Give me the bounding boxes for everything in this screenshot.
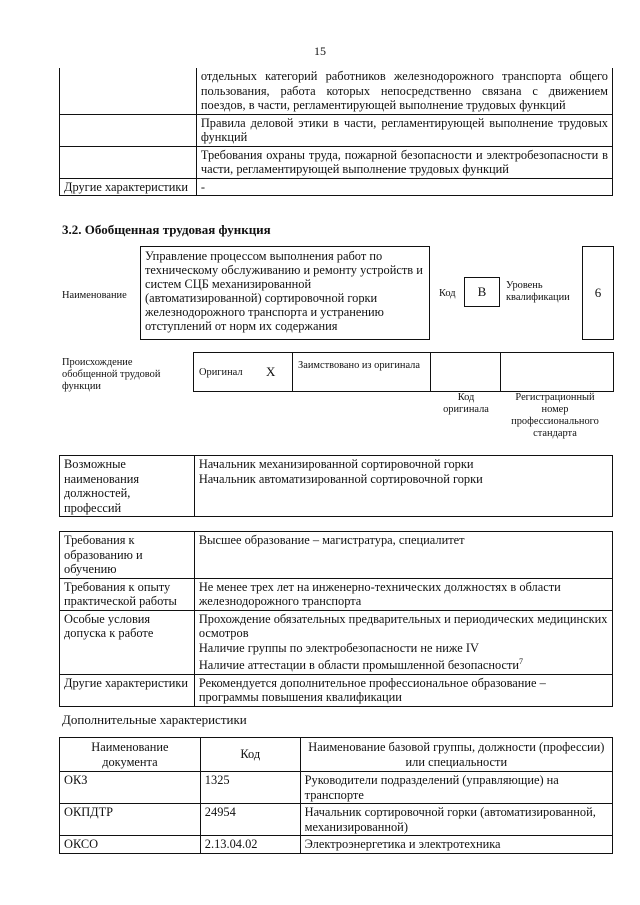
table-cell: Электроэнергетика и электротехника: [300, 836, 612, 854]
position-item: Начальник автоматизированной сортировочной горки: [198, 471, 483, 486]
position-item: Начальник механизированной сортировочной горки: [198, 457, 474, 471]
gtf-code-box: [464, 277, 500, 307]
table-header-row: [60, 738, 613, 772]
gtf-code-label: Код: [439, 288, 456, 299]
table-row: [60, 532, 613, 579]
requirement-item: Прохождение обязательных предварительных и периодических медицинских осмотров: [198, 611, 608, 640]
requirement-value: Высшее образование – магистратура, специалитет: [194, 532, 612, 579]
positions-table: [59, 455, 613, 517]
table-cell: ОКСО: [60, 836, 201, 854]
table-cell-right: -: [196, 178, 612, 196]
table-cell: ОКЗ: [60, 772, 201, 804]
table-row: [60, 146, 613, 178]
table-row: [60, 674, 613, 706]
origin-original-mark: X: [266, 364, 276, 379]
column-header: Наименование базовой группы, должности (профессии) или специальности: [300, 738, 612, 772]
page-number: 15: [314, 44, 326, 58]
origin-label: Происхождение обобщенной трудовой функции: [62, 357, 161, 392]
origin-reg-caption: Регистрационный номер профессионального стандарта: [511, 392, 599, 439]
table-row: [60, 610, 613, 674]
requirement-label: Требования к образованию и обучению: [60, 532, 195, 579]
origin-borrowed-label: Заимствовано из оригинала: [298, 360, 420, 371]
requirement-item: Наличие аттестации в области промышленной безопасности$^7$: [198, 657, 524, 673]
requirement-value: Не менее трех лет на инженерно-технических должностях в области железнодорожного транспорта: [194, 578, 612, 610]
table-cell: 24954: [200, 804, 300, 836]
table-row: [60, 836, 613, 854]
table-cell-left: [60, 68, 197, 114]
table-cell-left: [60, 114, 197, 146]
table-cell-right: отдельных категорий работников железнодорожного транспорта общего пользования, работа которых непосредственно связана с движением поездов, в части, регламентирующей выполнение трудовых функций: [196, 68, 612, 114]
table-row: [60, 178, 613, 196]
table-row: [60, 114, 613, 146]
gtf-level-box: [582, 246, 614, 340]
origin-original-label: Оригинал: [199, 367, 243, 378]
positions-values: [194, 456, 612, 517]
requirements-table: [59, 531, 613, 707]
table-cell-right: Правила деловой этики в части, регламентирующей выполнение трудовых функций: [196, 114, 612, 146]
gtf-name-box: [140, 246, 430, 340]
requirement-values: [194, 610, 612, 674]
table-cell: 2.13.04.02: [200, 836, 300, 854]
additional-table: [59, 737, 613, 854]
additional-header: Дополнительные характеристики: [62, 712, 247, 727]
requirement-value: Рекомендуется дополнительное профессиональное образование – программы повышения квалификации: [194, 674, 612, 706]
table-cell: 1325: [200, 772, 300, 804]
footnote-mark: 7: [519, 657, 524, 666]
origin-code-caption: Код оригинала: [443, 392, 489, 415]
requirement-label: Особые условия допуска к работе: [60, 610, 195, 674]
top-table: [59, 68, 613, 196]
positions-label: Возможные наименования должностей, профессий: [60, 456, 195, 517]
table-cell: Начальник сортировочной горки (автоматизированной, механизированной): [300, 804, 612, 836]
table-cell-left: [60, 146, 197, 178]
gtf-level-label: Уровень квалификации: [506, 280, 570, 303]
table-row: [60, 68, 613, 114]
table-row: [60, 772, 613, 804]
column-header: Наименование документа: [60, 738, 201, 772]
gtf-level-value: 6: [594, 285, 602, 300]
table-row: [60, 578, 613, 610]
requirement-label: Требования к опыту практической работы: [60, 578, 195, 610]
table-row: [60, 804, 613, 836]
gtf-name-value: Управление процессом выполнения работ по техническому обслуживанию и ремонту устройств и систем СЦБ механизированной (автоматизированной) сортировочной горки железнодорожного транспорта и устранению отступлений от норм их содержания: [145, 249, 423, 333]
gtf-name-label: Наименование: [62, 290, 127, 301]
column-header: Код: [200, 738, 300, 772]
table-cell: ОКПДТР: [60, 804, 201, 836]
table-cell: Руководители подразделений (управляющие) на транспорте: [300, 772, 612, 804]
section-title: 3.2. Обобщенная трудовая функция: [62, 222, 271, 237]
table-row: [60, 456, 613, 517]
origin-box: [193, 352, 614, 392]
requirement-item: Наличие группы по электробезопасности не ниже IV: [198, 640, 479, 655]
gtf-code-value: B: [477, 284, 487, 299]
table-cell-right: Требования охраны труда, пожарной безопасности и электробезопасности в части, регламентирующей выполнение трудовых функций: [196, 146, 612, 178]
requirement-label: Другие характеристики: [60, 674, 195, 706]
table-cell-left: Другие характеристики: [60, 178, 197, 196]
